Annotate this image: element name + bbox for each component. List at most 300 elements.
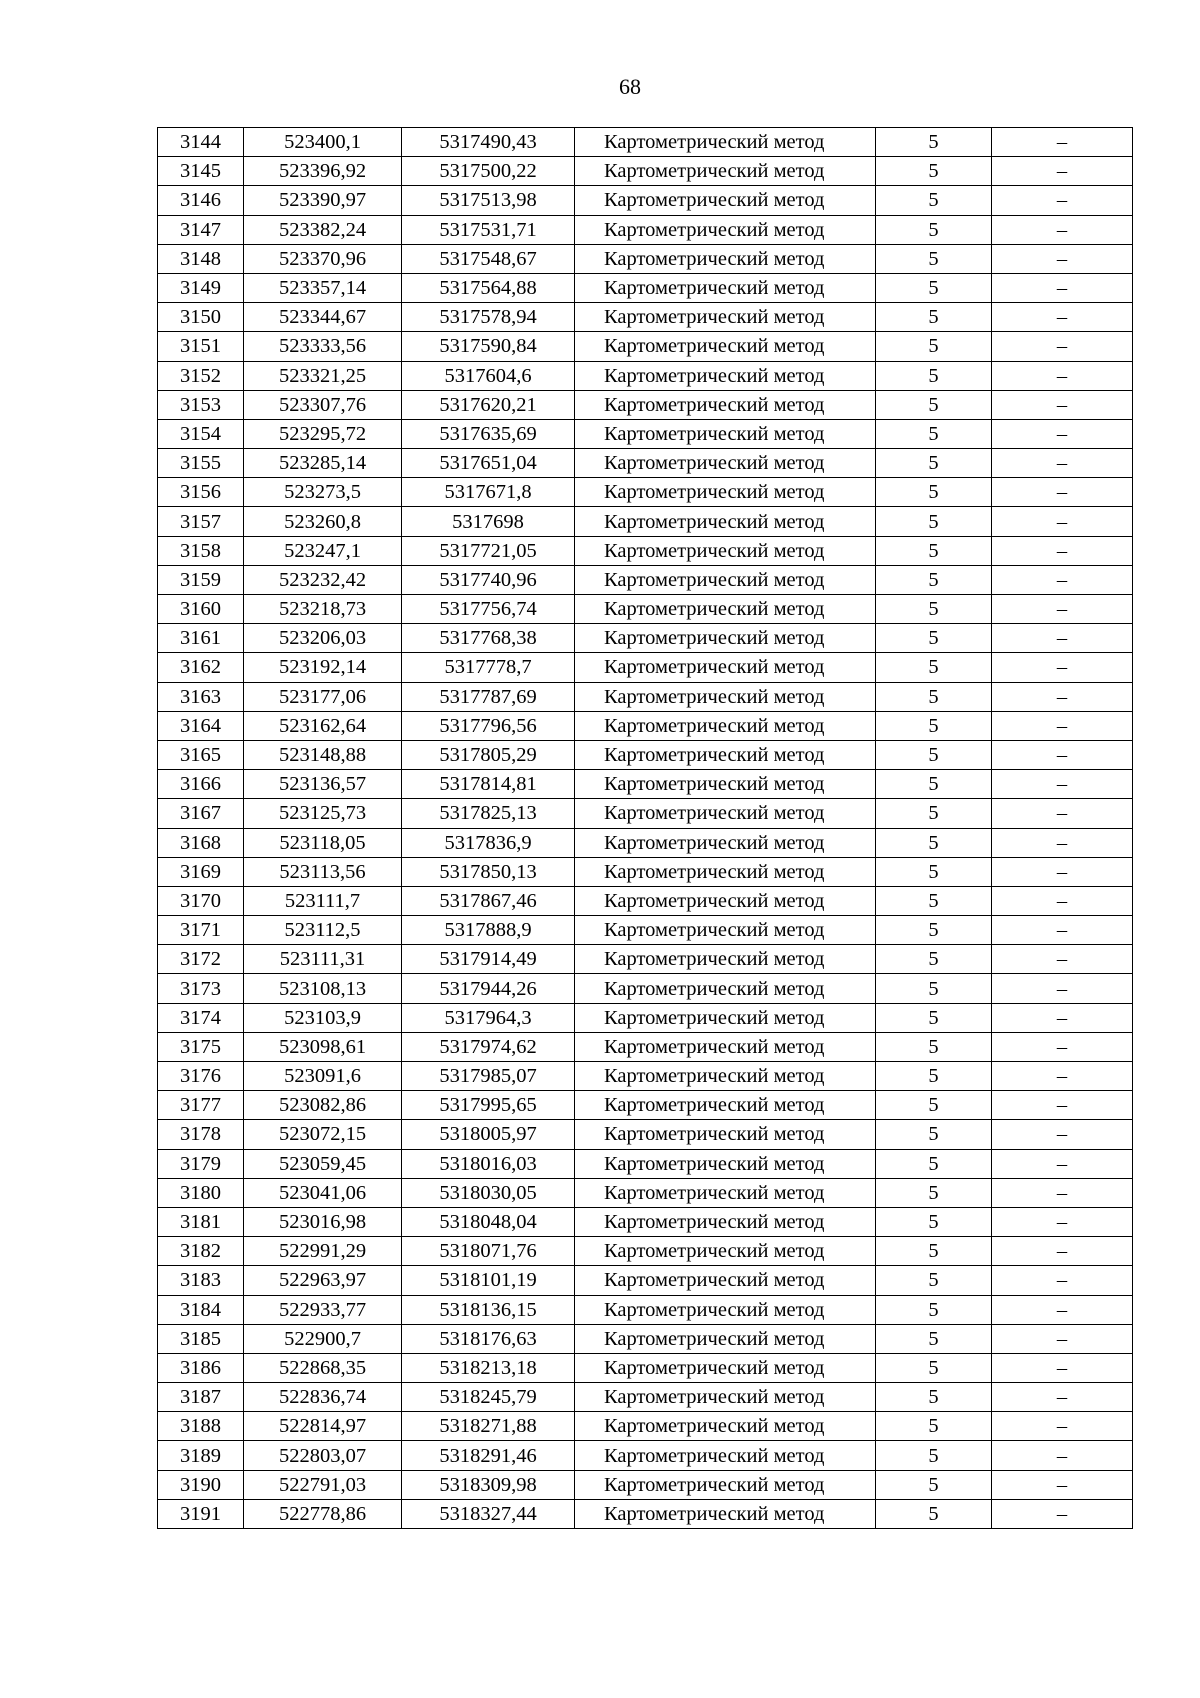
accuracy-cell: 5 [876, 186, 992, 215]
accuracy-cell: 5 [876, 1295, 992, 1324]
accuracy-cell: 5 [876, 303, 992, 332]
description-cell: – [992, 157, 1133, 186]
table-row [158, 1032, 1133, 1061]
table-row [158, 244, 1133, 273]
x-coordinate-cell: 522778,86 [244, 1499, 402, 1528]
y-coordinate-cell: 5317974,62 [402, 1032, 575, 1061]
method-cell: Картометрический метод [575, 1266, 876, 1295]
accuracy-cell: 5 [876, 1120, 992, 1149]
description-cell: – [992, 1324, 1133, 1353]
x-coordinate-cell: 523112,5 [244, 916, 402, 945]
table-row [158, 1412, 1133, 1441]
accuracy-cell: 5 [876, 916, 992, 945]
description-cell: – [992, 332, 1133, 361]
y-coordinate-cell: 5318271,88 [402, 1412, 575, 1441]
x-coordinate-cell: 522963,97 [244, 1266, 402, 1295]
table-row [158, 945, 1133, 974]
point-number-cell: 3158 [158, 536, 244, 565]
point-number-cell: 3181 [158, 1207, 244, 1236]
x-coordinate-cell: 523148,88 [244, 740, 402, 769]
x-coordinate-cell: 523111,7 [244, 886, 402, 915]
y-coordinate-cell: 5317671,8 [402, 478, 575, 507]
y-coordinate-cell: 5317564,88 [402, 273, 575, 302]
y-coordinate-cell: 5317825,13 [402, 799, 575, 828]
method-cell: Картометрический метод [575, 303, 876, 332]
description-cell: – [992, 916, 1133, 945]
description-cell: – [992, 945, 1133, 974]
point-number-cell: 3190 [158, 1470, 244, 1499]
x-coordinate-cell: 523344,67 [244, 303, 402, 332]
description-cell: – [992, 273, 1133, 302]
x-coordinate-cell: 523072,15 [244, 1120, 402, 1149]
accuracy-cell: 5 [876, 449, 992, 478]
x-coordinate-cell: 522900,7 [244, 1324, 402, 1353]
point-number-cell: 3171 [158, 916, 244, 945]
accuracy-cell: 5 [876, 653, 992, 682]
table-row [158, 390, 1133, 419]
x-coordinate-cell: 523111,31 [244, 945, 402, 974]
table-row [158, 332, 1133, 361]
accuracy-cell: 5 [876, 478, 992, 507]
description-cell: – [992, 186, 1133, 215]
x-coordinate-cell: 522836,74 [244, 1383, 402, 1412]
description-cell: – [992, 303, 1133, 332]
accuracy-cell: 5 [876, 828, 992, 857]
point-number-cell: 3166 [158, 770, 244, 799]
method-cell: Картометрический метод [575, 478, 876, 507]
accuracy-cell: 5 [876, 711, 992, 740]
point-number-cell: 3188 [158, 1412, 244, 1441]
y-coordinate-cell: 5317814,81 [402, 770, 575, 799]
description-cell: – [992, 1032, 1133, 1061]
y-coordinate-cell: 5317500,22 [402, 157, 575, 186]
point-number-cell: 3189 [158, 1441, 244, 1470]
description-cell: – [992, 711, 1133, 740]
table-row [158, 740, 1133, 769]
y-coordinate-cell: 5317721,05 [402, 536, 575, 565]
table-row [158, 1470, 1133, 1499]
point-number-cell: 3145 [158, 157, 244, 186]
point-number-cell: 3148 [158, 244, 244, 273]
accuracy-cell: 5 [876, 595, 992, 624]
method-cell: Картометрический метод [575, 1237, 876, 1266]
method-cell: Картометрический метод [575, 770, 876, 799]
description-cell: – [992, 857, 1133, 886]
accuracy-cell: 5 [876, 536, 992, 565]
x-coordinate-cell: 523082,86 [244, 1091, 402, 1120]
method-cell: Картометрический метод [575, 565, 876, 594]
x-coordinate-cell: 522791,03 [244, 1470, 402, 1499]
table-row [158, 799, 1133, 828]
method-cell: Картометрический метод [575, 740, 876, 769]
y-coordinate-cell: 5317768,38 [402, 624, 575, 653]
accuracy-cell: 5 [876, 215, 992, 244]
description-cell: – [992, 595, 1133, 624]
description-cell: – [992, 1383, 1133, 1412]
accuracy-cell: 5 [876, 1178, 992, 1207]
x-coordinate-cell: 523125,73 [244, 799, 402, 828]
point-number-cell: 3154 [158, 419, 244, 448]
y-coordinate-cell: 5318176,63 [402, 1324, 575, 1353]
description-cell: – [992, 799, 1133, 828]
x-coordinate-cell: 523118,05 [244, 828, 402, 857]
x-coordinate-cell: 523113,56 [244, 857, 402, 886]
method-cell: Картометрический метод [575, 215, 876, 244]
table-row [158, 682, 1133, 711]
y-coordinate-cell: 5318213,18 [402, 1353, 575, 1382]
method-cell: Картометрический метод [575, 128, 876, 157]
description-cell: – [992, 1178, 1133, 1207]
x-coordinate-cell: 523396,92 [244, 157, 402, 186]
x-coordinate-cell: 523206,03 [244, 624, 402, 653]
method-cell: Картометрический метод [575, 1470, 876, 1499]
description-cell: – [992, 1062, 1133, 1091]
y-coordinate-cell: 5317604,6 [402, 361, 575, 390]
table-row [158, 157, 1133, 186]
accuracy-cell: 5 [876, 1149, 992, 1178]
accuracy-cell: 5 [876, 1207, 992, 1236]
table-row [158, 186, 1133, 215]
x-coordinate-cell: 523400,1 [244, 128, 402, 157]
description-cell: – [992, 624, 1133, 653]
point-number-cell: 3186 [158, 1353, 244, 1382]
description-cell: – [992, 886, 1133, 915]
x-coordinate-cell: 523273,5 [244, 478, 402, 507]
accuracy-cell: 5 [876, 1237, 992, 1266]
y-coordinate-cell: 5318309,98 [402, 1470, 575, 1499]
accuracy-cell: 5 [876, 1032, 992, 1061]
point-number-cell: 3185 [158, 1324, 244, 1353]
accuracy-cell: 5 [876, 740, 992, 769]
x-coordinate-cell: 523307,76 [244, 390, 402, 419]
x-coordinate-cell: 522803,07 [244, 1441, 402, 1470]
y-coordinate-cell: 5318327,44 [402, 1499, 575, 1528]
description-cell: – [992, 244, 1133, 273]
method-cell: Картометрический метод [575, 799, 876, 828]
y-coordinate-cell: 5317635,69 [402, 419, 575, 448]
accuracy-cell: 5 [876, 419, 992, 448]
table-row [158, 1353, 1133, 1382]
point-number-cell: 3155 [158, 449, 244, 478]
point-number-cell: 3157 [158, 507, 244, 536]
table-row [158, 273, 1133, 302]
method-cell: Картометрический метод [575, 507, 876, 536]
point-number-cell: 3161 [158, 624, 244, 653]
accuracy-cell: 5 [876, 1091, 992, 1120]
table-row [158, 595, 1133, 624]
method-cell: Картометрический метод [575, 1353, 876, 1382]
point-number-cell: 3152 [158, 361, 244, 390]
accuracy-cell: 5 [876, 945, 992, 974]
description-cell: – [992, 653, 1133, 682]
x-coordinate-cell: 523091,6 [244, 1062, 402, 1091]
x-coordinate-cell: 523357,14 [244, 273, 402, 302]
table-row [158, 1149, 1133, 1178]
table-row [158, 1499, 1133, 1528]
x-coordinate-cell: 523162,64 [244, 711, 402, 740]
accuracy-cell: 5 [876, 857, 992, 886]
method-cell: Картометрический метод [575, 974, 876, 1003]
y-coordinate-cell: 5317651,04 [402, 449, 575, 478]
point-number-cell: 3151 [158, 332, 244, 361]
y-coordinate-cell: 5317548,67 [402, 244, 575, 273]
x-coordinate-cell: 523108,13 [244, 974, 402, 1003]
x-coordinate-cell: 523098,61 [244, 1032, 402, 1061]
x-coordinate-cell: 523370,96 [244, 244, 402, 273]
description-cell: – [992, 1412, 1133, 1441]
table-row [158, 886, 1133, 915]
description-cell: – [992, 1353, 1133, 1382]
description-cell: – [992, 1120, 1133, 1149]
point-number-cell: 3160 [158, 595, 244, 624]
x-coordinate-cell: 523232,42 [244, 565, 402, 594]
method-cell: Картометрический метод [575, 1120, 876, 1149]
point-number-cell: 3184 [158, 1295, 244, 1324]
y-coordinate-cell: 5318136,15 [402, 1295, 575, 1324]
y-coordinate-cell: 5317985,07 [402, 1062, 575, 1091]
table-row [158, 624, 1133, 653]
table-row [158, 1295, 1133, 1324]
point-number-cell: 3156 [158, 478, 244, 507]
point-number-cell: 3164 [158, 711, 244, 740]
point-number-cell: 3191 [158, 1499, 244, 1528]
y-coordinate-cell: 5317888,9 [402, 916, 575, 945]
description-cell: – [992, 1441, 1133, 1470]
method-cell: Картометрический метод [575, 857, 876, 886]
x-coordinate-cell: 522814,97 [244, 1412, 402, 1441]
table-row [158, 128, 1133, 157]
description-cell: – [992, 1499, 1133, 1528]
description-cell: – [992, 390, 1133, 419]
x-coordinate-cell: 523218,73 [244, 595, 402, 624]
method-cell: Картометрический метод [575, 1324, 876, 1353]
method-cell: Картометрический метод [575, 1441, 876, 1470]
method-cell: Картометрический метод [575, 711, 876, 740]
table-row [158, 565, 1133, 594]
accuracy-cell: 5 [876, 770, 992, 799]
description-cell: – [992, 828, 1133, 857]
accuracy-cell: 5 [876, 974, 992, 1003]
table-row [158, 1266, 1133, 1295]
method-cell: Картометрический метод [575, 945, 876, 974]
x-coordinate-cell: 522868,35 [244, 1353, 402, 1382]
y-coordinate-cell: 5317805,29 [402, 740, 575, 769]
method-cell: Картометрический метод [575, 1032, 876, 1061]
description-cell: – [992, 1295, 1133, 1324]
accuracy-cell: 5 [876, 1003, 992, 1032]
accuracy-cell: 5 [876, 361, 992, 390]
accuracy-cell: 5 [876, 507, 992, 536]
y-coordinate-cell: 5318048,04 [402, 1207, 575, 1236]
table-row [158, 1441, 1133, 1470]
y-coordinate-cell: 5317796,56 [402, 711, 575, 740]
table-row [158, 1003, 1133, 1032]
x-coordinate-cell: 523192,14 [244, 653, 402, 682]
description-cell: – [992, 1237, 1133, 1266]
y-coordinate-cell: 5317914,49 [402, 945, 575, 974]
description-cell: – [992, 740, 1133, 769]
table-row [158, 536, 1133, 565]
accuracy-cell: 5 [876, 1353, 992, 1382]
accuracy-cell: 5 [876, 332, 992, 361]
y-coordinate-cell: 5317620,21 [402, 390, 575, 419]
x-coordinate-cell: 523295,72 [244, 419, 402, 448]
point-number-cell: 3173 [158, 974, 244, 1003]
coordinates-table [157, 127, 1133, 1529]
table-row [158, 1383, 1133, 1412]
point-number-cell: 3187 [158, 1383, 244, 1412]
method-cell: Картометрический метод [575, 273, 876, 302]
y-coordinate-cell: 5317578,94 [402, 303, 575, 332]
y-coordinate-cell: 5318291,46 [402, 1441, 575, 1470]
method-cell: Картометрический метод [575, 1178, 876, 1207]
table-row [158, 653, 1133, 682]
description-cell: – [992, 419, 1133, 448]
x-coordinate-cell: 523136,57 [244, 770, 402, 799]
y-coordinate-cell: 5318101,19 [402, 1266, 575, 1295]
y-coordinate-cell: 5317531,71 [402, 215, 575, 244]
accuracy-cell: 5 [876, 273, 992, 302]
description-cell: – [992, 215, 1133, 244]
accuracy-cell: 5 [876, 565, 992, 594]
method-cell: Картометрический метод [575, 624, 876, 653]
accuracy-cell: 5 [876, 390, 992, 419]
description-cell: – [992, 1470, 1133, 1499]
description-cell: – [992, 770, 1133, 799]
y-coordinate-cell: 5317787,69 [402, 682, 575, 711]
table-row [158, 1062, 1133, 1091]
method-cell: Картометрический метод [575, 1295, 876, 1324]
accuracy-cell: 5 [876, 1383, 992, 1412]
accuracy-cell: 5 [876, 1062, 992, 1091]
point-number-cell: 3149 [158, 273, 244, 302]
accuracy-cell: 5 [876, 1499, 992, 1528]
method-cell: Картометрический метод [575, 1149, 876, 1178]
table-row [158, 419, 1133, 448]
method-cell: Картометрический метод [575, 916, 876, 945]
table-row [158, 770, 1133, 799]
accuracy-cell: 5 [876, 799, 992, 828]
y-coordinate-cell: 5318030,05 [402, 1178, 575, 1207]
point-number-cell: 3144 [158, 128, 244, 157]
method-cell: Картометрический метод [575, 886, 876, 915]
method-cell: Картометрический метод [575, 1207, 876, 1236]
point-number-cell: 3153 [158, 390, 244, 419]
y-coordinate-cell: 5317867,46 [402, 886, 575, 915]
point-number-cell: 3182 [158, 1237, 244, 1266]
point-number-cell: 3162 [158, 653, 244, 682]
point-number-cell: 3177 [158, 1091, 244, 1120]
accuracy-cell: 5 [876, 624, 992, 653]
method-cell: Картометрический метод [575, 332, 876, 361]
description-cell: – [992, 682, 1133, 711]
method-cell: Картометрический метод [575, 361, 876, 390]
y-coordinate-cell: 5317778,7 [402, 653, 575, 682]
y-coordinate-cell: 5317513,98 [402, 186, 575, 215]
table-row [158, 478, 1133, 507]
accuracy-cell: 5 [876, 157, 992, 186]
y-coordinate-cell: 5317836,9 [402, 828, 575, 857]
table-row [158, 828, 1133, 857]
x-coordinate-cell: 523247,1 [244, 536, 402, 565]
table-row [158, 1120, 1133, 1149]
page-number: 68 [619, 74, 641, 99]
y-coordinate-cell: 5317850,13 [402, 857, 575, 886]
x-coordinate-cell: 523103,9 [244, 1003, 402, 1032]
coordinates-table-body [158, 128, 1133, 1529]
method-cell: Картометрический метод [575, 419, 876, 448]
description-cell: – [992, 478, 1133, 507]
y-coordinate-cell: 5317944,26 [402, 974, 575, 1003]
method-cell: Картометрический метод [575, 536, 876, 565]
accuracy-cell: 5 [876, 1324, 992, 1353]
point-number-cell: 3170 [158, 886, 244, 915]
y-coordinate-cell: 5317995,65 [402, 1091, 575, 1120]
method-cell: Картометрический метод [575, 157, 876, 186]
y-coordinate-cell: 5317490,43 [402, 128, 575, 157]
method-cell: Картометрический метод [575, 1003, 876, 1032]
description-cell: – [992, 1003, 1133, 1032]
description-cell: – [992, 1207, 1133, 1236]
table-row [158, 1178, 1133, 1207]
table-row [158, 303, 1133, 332]
table-row [158, 449, 1133, 478]
point-number-cell: 3183 [158, 1266, 244, 1295]
method-cell: Картометрический метод [575, 595, 876, 624]
point-number-cell: 3150 [158, 303, 244, 332]
method-cell: Картометрический метод [575, 1412, 876, 1441]
x-coordinate-cell: 523016,98 [244, 1207, 402, 1236]
description-cell: – [992, 361, 1133, 390]
table-row [158, 1091, 1133, 1120]
point-number-cell: 3172 [158, 945, 244, 974]
description-cell: – [992, 507, 1133, 536]
table-row [158, 916, 1133, 945]
method-cell: Картометрический метод [575, 244, 876, 273]
method-cell: Картометрический метод [575, 390, 876, 419]
table-row [158, 974, 1133, 1003]
table-row [158, 857, 1133, 886]
description-cell: – [992, 128, 1133, 157]
accuracy-cell: 5 [876, 1470, 992, 1499]
table-row [158, 361, 1133, 390]
x-coordinate-cell: 523041,06 [244, 1178, 402, 1207]
point-number-cell: 3163 [158, 682, 244, 711]
y-coordinate-cell: 5318071,76 [402, 1237, 575, 1266]
x-coordinate-cell: 523333,56 [244, 332, 402, 361]
table-row [158, 507, 1133, 536]
point-number-cell: 3176 [158, 1062, 244, 1091]
point-number-cell: 3180 [158, 1178, 244, 1207]
method-cell: Картометрический метод [575, 1499, 876, 1528]
point-number-cell: 3146 [158, 186, 244, 215]
x-coordinate-cell: 522933,77 [244, 1295, 402, 1324]
y-coordinate-cell: 5318005,97 [402, 1120, 575, 1149]
point-number-cell: 3165 [158, 740, 244, 769]
description-cell: – [992, 974, 1133, 1003]
x-coordinate-cell: 523177,06 [244, 682, 402, 711]
accuracy-cell: 5 [876, 244, 992, 273]
table-row [158, 1324, 1133, 1353]
x-coordinate-cell: 523260,8 [244, 507, 402, 536]
table-row [158, 711, 1133, 740]
x-coordinate-cell: 523059,45 [244, 1149, 402, 1178]
y-coordinate-cell: 5317590,84 [402, 332, 575, 361]
description-cell: – [992, 449, 1133, 478]
accuracy-cell: 5 [876, 682, 992, 711]
point-number-cell: 3168 [158, 828, 244, 857]
method-cell: Картометрический метод [575, 828, 876, 857]
